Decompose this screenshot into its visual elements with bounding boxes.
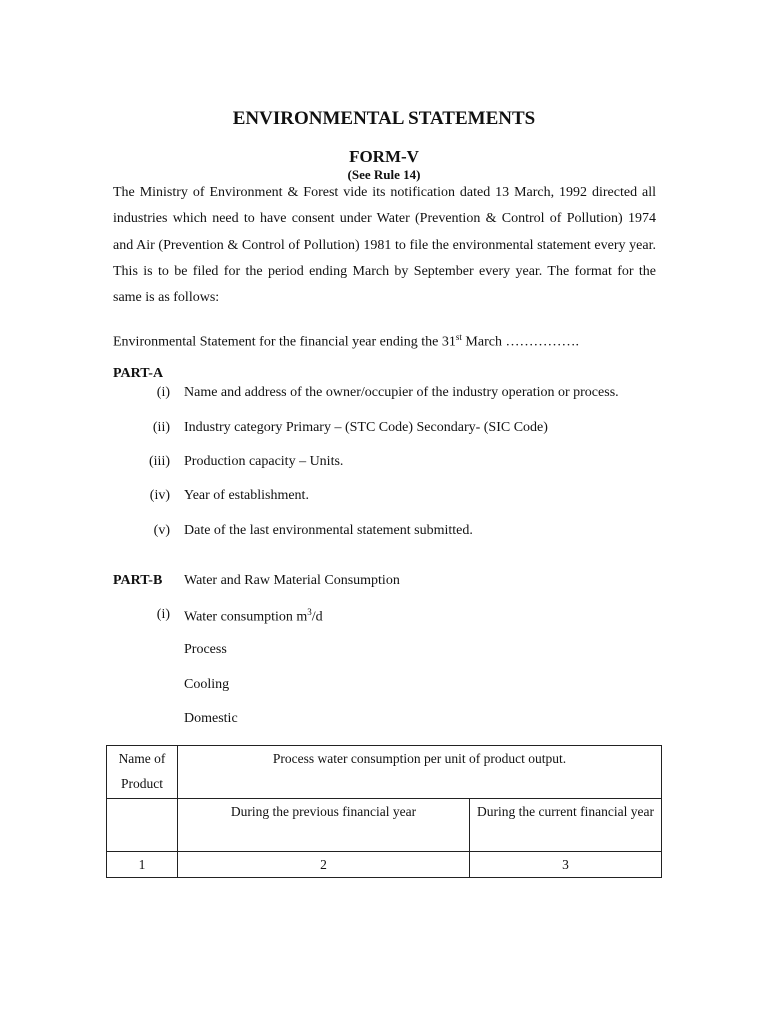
document-title: ENVIRONMENTAL STATEMENTS [232, 108, 536, 129]
part-a-item-text: Industry category Primary – (STC Code) Secondary- (SIC Code) [184, 420, 548, 435]
table-index-cell: 3 [470, 852, 662, 878]
table-row [107, 799, 662, 852]
water-consumption-sup: 3 [307, 607, 312, 617]
part-a-item-text: Production capacity – Units. [184, 454, 344, 469]
table-cell-empty [107, 799, 178, 852]
col-header-current-year: During the current financial year [470, 799, 662, 852]
part-a-item-number: (v) [153, 523, 170, 538]
financial-year-superscript: st [455, 332, 462, 342]
water-consumption-unit: /d [311, 609, 323, 625]
financial-year-prefix: Environmental Statement for the financial year ending the 31 [113, 334, 456, 350]
table-row [107, 746, 662, 799]
water-use-cooling: Cooling [184, 677, 230, 692]
part-a-item-number: (iii) [149, 454, 170, 469]
part-b-title: Water and Raw Material Consumption [184, 573, 400, 588]
col-header-previous-year: During the previous financial year [178, 799, 470, 852]
water-consumption-number: (i) [156, 607, 170, 622]
part-a-item-text: Date of the last environmental statement submitted. [184, 523, 473, 538]
part-a-item-text: Name and address of the owner/occupier of the industry operation or process. [184, 385, 619, 400]
intro-paragraph: The Ministry of Environment & Forest vide its notification dated 13 March, 1992 directed all industries which need to have consent under Water (Prevention & Control of Pollution) 1974 and Air (Prevention & Control of Pollution) 1981 to file the environmental statement every year. This is to be filed for the period ending March by September every year. The format for the same is as follows: [113, 185, 656, 306]
water-use-process: Process [184, 642, 227, 657]
part-a-item-text: Year of establishment. [184, 488, 309, 503]
form-number: FORM-V [349, 147, 419, 166]
financial-year-suffix: March ……………. [461, 334, 579, 350]
table-row [107, 852, 662, 878]
part-a-item-number: (ii) [152, 420, 170, 435]
part-a-heading: PART-A [113, 366, 164, 381]
table-index-cell: 1 [107, 852, 178, 878]
part-a-item-number: (i) [156, 385, 170, 400]
water-consumption-text: Water consumption m [184, 609, 308, 625]
part-b-heading: PART-B [113, 573, 163, 588]
table-index-cell: 2 [178, 852, 470, 878]
water-consumption-table [106, 745, 662, 878]
rule-reference: (See Rule 14) [347, 167, 421, 182]
water-consumption-label [184, 607, 323, 626]
col-header-product: Name of Product [107, 746, 178, 799]
part-a-item-number: (iv) [149, 488, 170, 503]
water-use-domestic: Domestic [184, 711, 238, 726]
financial-year-line [113, 332, 673, 351]
col-header-process-water: Process water consumption per unit of product output. [178, 746, 662, 799]
